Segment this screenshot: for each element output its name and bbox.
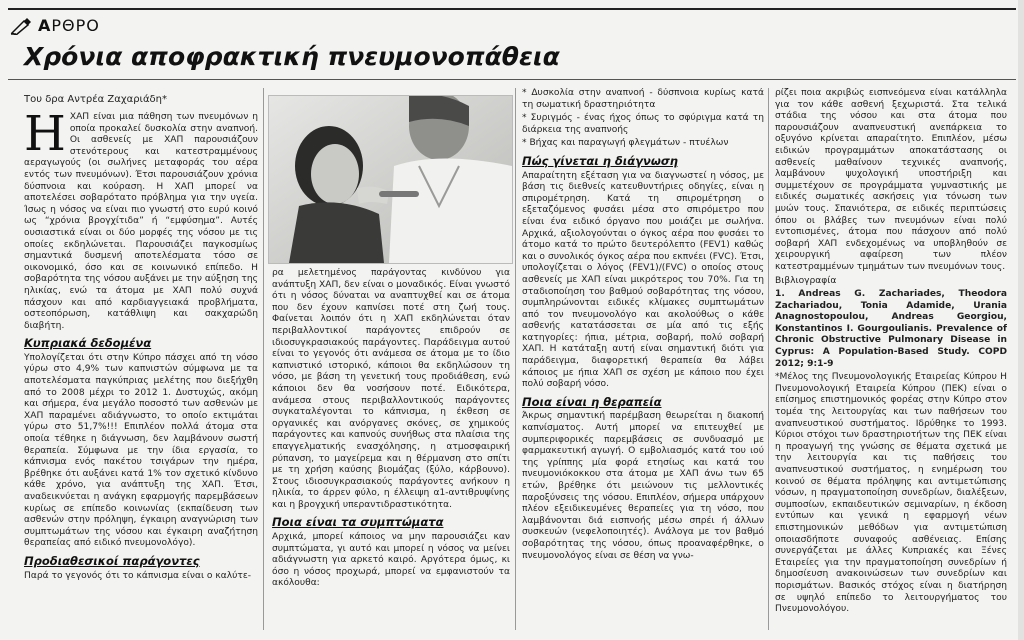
bibliography-label: Βιβλιογραφία — [775, 275, 837, 286]
author-footnote: *Μέλος της Πνευμονολογικής Εταιρείας Κύπρου Η Πνευμονολογική Εταιρεία Κύπρου (ΠΕΚ) είναι ο επίσημος επιστημονικός φορέας στην Κύπρο στον τομέα της λειτουργίας και των παθήσεων του αναπνευστικού συστήματος. Ιδρύθηκε το 1993. Κύριοι στόχοι των δραστηριοτήτων της ΠΕΚ είναι η προαγωγή της γνώσης σε θέματα σχετικά με την λειτουργία και τις παθήσεις του αναπνευστικού συστήματος, η ενημέρωση του κοινού σε θέματα πρόληψης και αντιμετώπισης νόσων, η πραγματοποίηση συνεδρίων, διαλέξεων, συμποσίων, εκπαιδευτικών σεμιναρίων, η έκδοση εντύπων και γενικά η εφαρμογή νέων επιστημονικών μεθόδων για αντιμετώπιση οποιασδήποτε συναφούς ασθένειας. Επίσης συνεργάζεται με άλλες Κυπριακές και Ξένες Εταιρείες για την πραγματοποίηση συνεδρίων ή δημοσίευση ανακοινώσεων των συνεδρίων και πορισμάτων. Βασικός στόχος είναι η διατήρηση σε υψηλό επίπεδο το λειτουργήματος του Πνευμονολόγου. — [775, 372, 1007, 615]
section-label-first: Α — [38, 16, 52, 35]
risk-paragraph: Παρά το γεγονός ότι το κάπνισμα είναι ο καλύτε- — [24, 570, 252, 581]
diagnosis-paragraph: Απαραίτητη εξέταση για να διαγνωστεί η νόσος, με βάση τις διεθνείς κατευθυντήριες οδηγίες, είναι η σπιρομέτρηση. Κατά τη σπιρομέτρηση ο εξεταζόμενος φυσάει μέσα στο σπιρόμετρο που είναι ένα ειδικό όργανο που μοιάζει με σωλήνα. Αρχικά, αξιολογούνται ο όγκος αέρα που φυσάει το άτομο κατά το πρώτο δευτερόλεπτο (FEV1) καθώς και ο συνολικός όγκος αέρα που εκπνέει (FVC). Έτσι, υπολογίζεται ο λόγος (FEV1)/(FVC) ο οποίος στους ασθενείς με ΧΑΠ είναι μικρότερος του 70%. Για τη σταδιοποίηση του βαθμού σοβαρότητας της νόσου, συμπληρώνονται ειδικές κλίμακες συμπτωμάτων από τον πνευμονολόγο και ακολούθως ο κάθε ασθενής κατατάσσεται σε μία από τις εξής κατηγορίες: ήπια, μέτρια, σοβαρή, πολύ σοβαρή ΧΑΠ. Η κατάταξη αυτή είναι σημαντική διότι για παράδειγμα, διαφορετική θεραπεία θα λάβει κάποιος με ήπια ΧΑΠ σε σχέση με κάποιο που έχει πολύ σοβαρή νόσο. — [522, 170, 764, 390]
byline: Του δρα Αντρέα Ζαχαριάδη* — [24, 94, 167, 105]
article-title: Χρόνια αποφρακτική πνευμονοπάθεια — [24, 42, 560, 71]
heading-diagnosis: Πώς γίνεται η διάγνωση — [522, 153, 678, 168]
scan-edge — [1018, 0, 1024, 640]
heading-risk-factors: Προδιαθεσικοί παράγοντες — [24, 553, 200, 568]
column-2 — [272, 268, 510, 637]
drop-cap: Η — [24, 112, 66, 162]
symptom-item: * Δυσκολία στην αναπνοή - δύσπνοια κυρίως κατά τη σωματική δραστηριότητα — [522, 88, 764, 110]
risk-continued-paragraph: ρα μελετημένος παράγοντας κινδύνου για ανάπτυξη ΧΑΠ, δεν είναι ο μοναδικός. Είναι γνωστό ότι η νόσος δύναται να αναπτυχθεί και σε άτομα που δεν έχουν καπνίσει ποτέ στη ζωή τους. Φαίνεται λοιπόν ότι η ΧΑΠ εκδηλώνεται όταν περιβαλλοντικοί παράγοντες επιδρούν σε ιδιοσυγκρασιακούς παράγοντες. Παράδειγμα αυτού είναι το γεγονός ότι ανάμεσα σε άτομα με το ίδιο καπνιστικό ιστορικό, κάποιοι θα εκδηλώσουν τη νόσο, με βάση τη γενετική τους προδιάθεση, ενώ κάποιοι δεν θα νοσήσουν ποτέ. Ειδικότερα, ανάμεσα στους περιβαλλοντικούς παράγοντες συγκαταλέγονται το κάπνισμα, η έκθεση σε οργανικές και ανόργανες σκόνες, σε χημικούς παράγοντες και καπνούς συνήθως στα πλαίσια της επαγγελματικής ενασχόλησης, η ατμοσφαιρική ρύπανση, το μαγείρεμα και η θέρμανση στο σπίτι με τη χρήση καύσης βιομάζας (ξύλο, κάρβουνο). Στους ιδιοσυγκρασιακούς παράγοντες ανήκουν η ηλικία, το άρρεν φύλο, η έλλειψη α1-αντιθρυψίνης και η βρογχική υπεραντιδραστικότητα. — [272, 268, 510, 510]
title-rule — [8, 79, 1016, 80]
top-rule — [8, 8, 1016, 10]
heading-treatment: Ποια είναι η θεραπεία — [522, 394, 662, 409]
heading-symptoms: Ποια είναι τα συμπτώματα — [272, 515, 444, 530]
column-divider — [768, 88, 769, 630]
pen-icon — [10, 17, 32, 35]
column-divider — [263, 88, 264, 630]
symptom-item: * Συριγμός - ένας ήχος όπως το σφύριγμα κατά τη διάρκεια της αναπνοής — [522, 113, 764, 135]
patient-doctor-image — [269, 96, 512, 263]
treatment-paragraph: Άκρως σημαντική παρέμβαση θεωρείται η διακοπή καπνίσματος. Αυτή μπορεί να επιτευχθεί με συμπεριφορικές παρεμβάσεις σε συνδυασμό με φαρμακευτική αγωγή. Ο εμβολιασμός κατά του ιού της γρίππης μία φορά ετησίως και κατά του πνευμονιόκοκκου στα άτομα με ΧΑΠ άνω των 65 ετών, βρέθηκε ότι μειώνουν τις μελλοντικές παροξύνσεις της νόσου. Επιπλέον, σήμερα υπάρχουν πλέον εξειδικευμένες θεραπείες για τη νόσο, που λαμβάνονται διά εισπνοής μέσω σπρέι ή άλλων συσκευών (νεφελοποιητές). Ανάλογα με τον βαθμό σοβαρότητας της νόσου, όπως προαναφέρθηκε, ο πνευμονολόγος είναι σε θέση να γνω- — [522, 411, 764, 561]
treatment-continued-paragraph: ρίζει ποια ακριβώς εισπνεόμενα είναι κατάλληλα για τον κάθε ασθενή ξεχωριστά. Στα τελικά στάδια της νόσου και στα άτομα που παρουσιάζουν αναπνευστική ανεπάρκεια το οξυγόνο κρίνεται απαραίτητο. Επιπλέον, μέσω ειδικών προγραμμάτων αποκατάστασης οι ασθενείς μαθαίνουν τεχνικές αναπνοής, λαμβάνουν ψυχολογική υποστήριξη και συμμετέχουν σε προγράμματα γυμναστικής με ειδικές σωματικές ασκήσεις για τόνωση των μυών τους. Σπανιότερα, σε ειδικές περιπτώσεις όπου οι βλάβες των πνευμόνων είναι πολύ εντοπισμένες, άτομα που πάσχουν από πολύ σοβαρή ΧΑΠ ενδεχομένως να υποβληθούν σε χειρουργική αφαίρεση των πλέον κατεστραμμένων τμημάτων των πνευμόνων τους. — [775, 88, 1007, 272]
heading-cyprus-data: Κυπριακά δεδομένα — [24, 336, 152, 351]
column-divider — [515, 88, 516, 630]
intro-paragraph: ΧΑΠ είναι μια πάθηση των πνευμόνων η οποία προκαλεί δυσκολία στην αναπνοή. Οι ασθενείς με ΧΑΠ παρουσιάζουν στενότερους και κατεστραμμένους αεραγωγούς (οι σωλήνες μεταφοράς του αέρα εντός των πνευμόνων). Έτσι παρουσιάζουν χρόνια δύσπνοια και κούραση. Η ΧΑΠ μπορεί να αποτελέσει σοβαρότατο πρόβλημα για την υγεία. Ίσως η νόσος να είναι πιο γνωστή στο ευρύ κοινό ως “χρόνια βρογχίτιδα” ή “εμφύσημα”. Αυτές ουσιαστικά είναι οι δύο μορφές της νόσου με τις οποίες εκδηλώνεται. Παρουσιάζει παγκοσμίως σημαντικά δυσμενή αποτελέσματα τόσο σε οικονομικό, όσο και σε κοινωνικό επίπεδο. Η σοβαρότητα της νόσου αυξάνει με την αύξηση της ηλικίας, ενώ τα άτομα με ΧΑΠ πολύ συχνά πάσχουν και από καρδιαγγειακά προβλήματα, οστεοπόρωση, κατάθλιψη και σακχαρώδη διαβήτη. — [24, 112, 258, 331]
reference: 1. Andreas G. Zachariades, Theodora Zachariadou, Tonia Adamide, Urania Anagnostopoulou, Andreas Georgiou, Konstantinos I. Gourgoulianis. Prevalence of Chronic Obstructive Pulmonary Disease in Cyprus: A Population-Based Study. COPD 2012; 9:1-9 — [775, 289, 1007, 369]
column-1 — [24, 112, 258, 637]
section-label-rest: ΡΘΡΟ — [51, 16, 100, 35]
column-3 — [522, 88, 764, 637]
article-photo — [268, 95, 513, 264]
symptom-item: * Βήχας και παραγωγή φλεγμάτων - πτυέλων — [522, 138, 729, 149]
cyprus-paragraph: Υπολογίζεται ότι στην Κύπρο πάσχει από τη νόσο γύρω στο 4,9% των καπνιστών σύμφωνα με τα αποτελέσματα παγκύπριας μελέτης που διεξήχθη από το 2008 μέχρι το 2012 1. Δυστυχώς, ακόμη και σήμερα, ένα μεγάλο ποσοστό των ασθενών με ΧΑΠ παραμένει αδιάγνωστο, το οποίο εκτιμάται γύρω στο 51,7%!!! Επιπλέον πολλά άτομα στα οποία τέθηκε η διάγνωση, δεν λαμβάνουν σωστή θεραπεία. Σύμφωνα με την ίδια εργασία, το κάπνισμα ενός πακέτου τσιγάρων την ημέρα, βρέθηκε ότι αυξάνει κατά 1% τον σχετικό κίνδυνο κάθε χρόνο, για ανάπτυξη της ΧΑΠ. Έτσι, αναδεικνύεται η ανάγκη εφαρμογής παρεμβάσεων κυρίως σε επίπεδο κοινωνίας (εκπαίδευση των ασθενών στην πρόληψη, έγκαιρη αναγνώριση των συμπτωμάτων της νόσου και έγκαιρη αναζήτηση θεραπείας από ειδικό πνευμονολόγο). — [24, 352, 258, 549]
column-4 — [775, 88, 1007, 637]
symptoms-paragraph: Αρχικά, μπορεί κάποιος να μην παρουσιάζει καν συμπτώματα, γι αυτό και μπορεί η νόσος να μείνει αδιάγνωστη για αρκετό καιρό. Αργότερα όμως, κι όσο η νόσος προχωρά, μπορεί να εμφανιστούν τα ακόλουθα: — [272, 532, 510, 589]
section-label — [10, 16, 100, 35]
